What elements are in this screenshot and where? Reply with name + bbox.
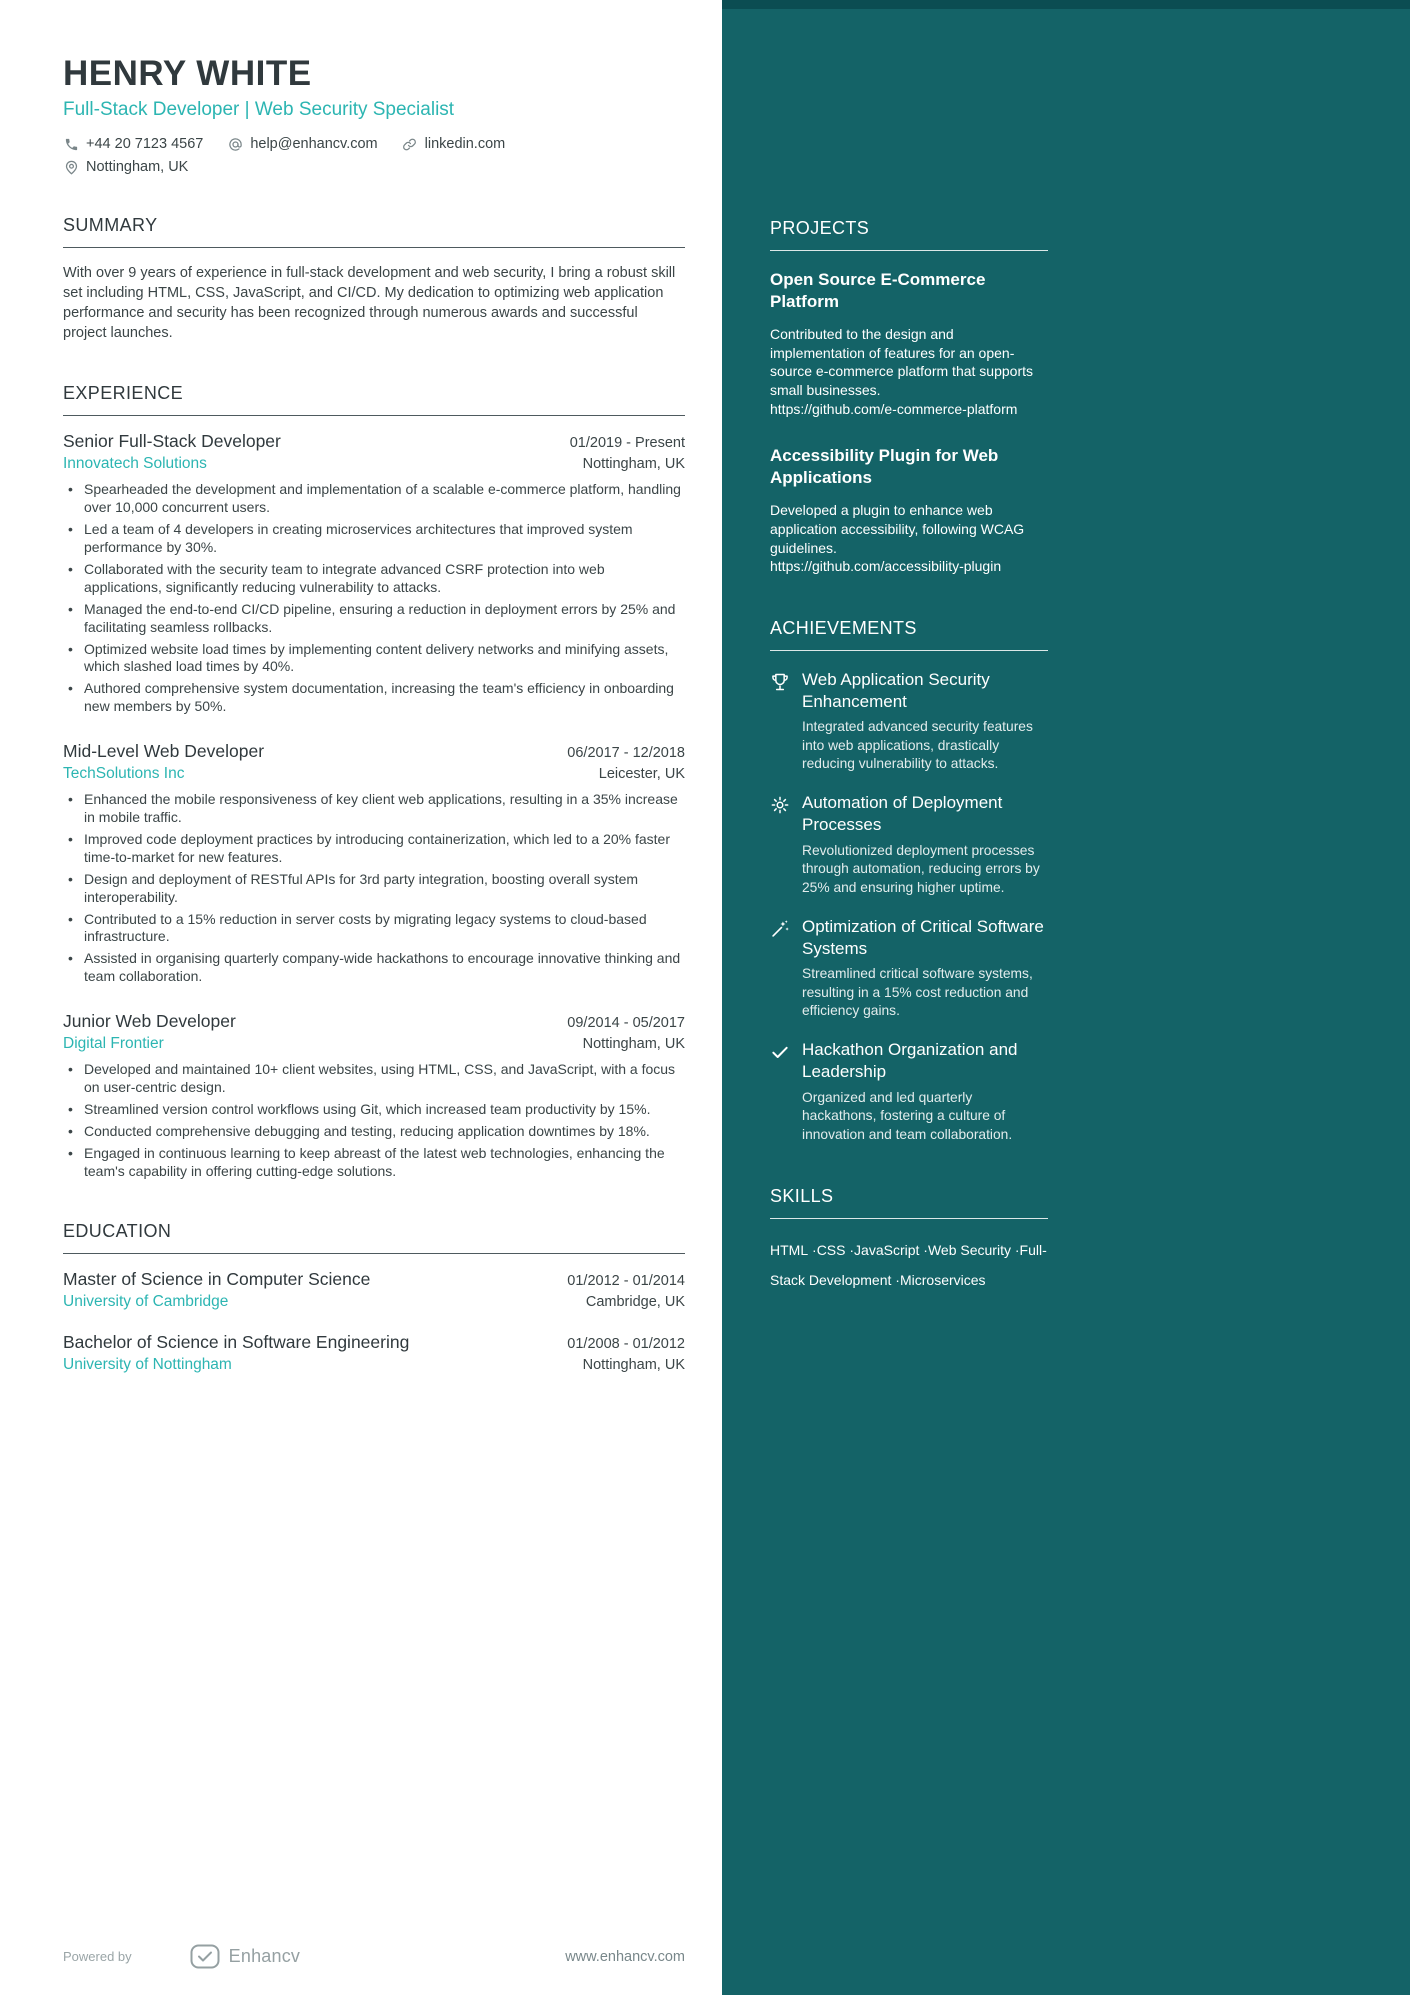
achievement-title: Automation of Deployment Processes [802, 793, 1003, 835]
job-dates: 01/2019 - Present [569, 435, 685, 452]
project-link[interactable]: https://github.com/e-commerce-platform [770, 400, 1018, 417]
education-head-row [63, 1332, 685, 1353]
job-bullet: • Enhanced the mobile responsiveness of key client web applications, resulting in a 35% increase in mobile traffic. [63, 791, 685, 827]
education-location: Cambridge, UK [585, 1293, 685, 1310]
skill-item: Full-Stack Development · [770, 1242, 1047, 1288]
education-entry [63, 1269, 685, 1311]
job-location: Nottingham, UK [582, 456, 685, 473]
job-bullet: • Assisted in organising quarterly company-wide hackathons to encourage innovative thinking and team collaboration. [63, 950, 685, 986]
experience-entry [63, 431, 685, 716]
achievement-title: Hackathon Organization and Leadership [802, 1040, 1018, 1082]
location-item [63, 159, 188, 175]
at-icon [227, 136, 243, 152]
enhancv-logo-icon [190, 1944, 220, 1969]
achievement-entry [770, 1039, 1048, 1144]
achievements-heading: ACHIEVEMENTS [770, 618, 1048, 651]
project-entry [770, 269, 1048, 418]
summary-section [63, 215, 685, 343]
achievement-body [802, 669, 1048, 774]
contact-item[interactable] [63, 136, 203, 152]
skill-item: HTML · [770, 1242, 817, 1258]
summary-text: With over 9 years of experience in full-stack development and web security, I bring a robust skill set including HTML, CSS, JavaScript, and CI/CD. My dedication to optimizing web application performance and security has been recognized through numerous awards and successful project launches. [63, 265, 676, 342]
contact-item[interactable] [402, 136, 506, 152]
skill-item: Microservices [899, 1272, 986, 1289]
projects-list [770, 269, 1048, 576]
education-list [63, 1269, 685, 1374]
experience-entry [63, 1011, 685, 1180]
footer-website[interactable]: www.enhancv.com [565, 1948, 685, 1965]
job-head-row [63, 1011, 685, 1032]
job-dates: 09/2014 - 05/2017 [567, 1015, 685, 1032]
powered-by-label: Powered by [63, 1949, 132, 1964]
sidebar-top-strip [722, 0, 1410, 9]
job-company: Digital Frontier [63, 1035, 164, 1053]
education-sub-row [63, 1356, 685, 1374]
achievement-description: Revolutionized deployment processes through automation, reducing errors by 25% and ensuring higher uptime. [802, 842, 1040, 895]
footer [63, 1944, 685, 1969]
project-entry [770, 445, 1048, 576]
enhancv-brand [190, 1944, 300, 1969]
candidate-name: HENRY WHITE [63, 54, 312, 93]
achievement-description: Streamlined critical software systems, resulting in a 15% cost reduction and efficiency gains. [802, 966, 1033, 1019]
contact-text: linkedin.com [424, 136, 506, 153]
job-bullet: • Collaborated with the security team to integrate advanced CSRF protection into web applications, significantly reducing vulnerability to attacks. [63, 561, 685, 597]
project-description: Developed a plugin to enhance web application accessibility, following WCAG guidelines. [770, 502, 1025, 556]
experience-list [63, 431, 685, 1180]
link-icon [402, 136, 418, 152]
job-bullet: • Streamlined version control workflows using Git, which increased team productivity by 15%. [63, 1101, 685, 1119]
projects-section [770, 218, 1048, 576]
summary-heading: SUMMARY [63, 215, 685, 248]
job-title: Mid-Level Web Developer [63, 741, 265, 762]
achievement-entry [770, 669, 1048, 774]
location-text: Nottingham, UK [86, 159, 189, 176]
contact-text: help@enhancv.com [250, 136, 378, 153]
education-head-row [63, 1269, 685, 1290]
job-bullet: • Led a team of 4 developers in creating microservices architectures that improved system performance by 30%. [63, 521, 685, 557]
sidebar [722, 0, 1410, 1995]
job-bullet: • Spearheaded the development and implementation of a scalable e-commerce platform, handling over 10,000 concurrent users. [63, 481, 685, 517]
education-section [63, 1221, 685, 1374]
degree-title: Bachelor of Science in Software Engineering [63, 1331, 410, 1352]
location-icon [63, 159, 79, 175]
achievements-section [770, 618, 1048, 1144]
contact-row [63, 136, 685, 152]
trophy-icon [770, 669, 802, 774]
achievement-title: Web Application Security Enhancement [802, 669, 990, 711]
project-title: Accessibility Plugin for Web Applications [770, 446, 999, 488]
experience-section [63, 383, 685, 1180]
job-bullet: • Developed and maintained 10+ client websites, using HTML, CSS, and JavaScript, with a focus on user-centric design. [63, 1061, 685, 1097]
job-company: Innovatech Solutions [63, 455, 207, 473]
job-bullets [63, 1061, 685, 1180]
location-row [63, 159, 685, 175]
experience-heading: EXPERIENCE [63, 383, 685, 416]
enhancv-brand-name: Enhancv [228, 1946, 301, 1966]
job-company: TechSolutions Inc [63, 765, 185, 783]
sidebar-content [722, 0, 1048, 1295]
job-sub-row [63, 455, 685, 473]
education-dates: 01/2012 - 01/2014 [567, 1272, 685, 1289]
job-head-row [63, 741, 685, 762]
education-location: Nottingham, UK [582, 1356, 685, 1373]
check-icon [770, 1039, 802, 1144]
achievement-description: Integrated advanced security features into web applications, drastically reducing vulnerability to attacks. [802, 719, 1033, 772]
skill-item: CSS · [817, 1242, 854, 1258]
experience-entry [63, 741, 685, 986]
job-bullet: • Design and deployment of RESTful APIs for 3rd party integration, boosting overall system interoperability. [63, 871, 685, 907]
job-bullet: • Contributed to a 15% reduction in server costs by migrating legacy systems to cloud-based infrastructure. [63, 911, 685, 947]
degree-title: Master of Science in Computer Science [63, 1268, 371, 1289]
job-bullet: • Optimized website load times by implementing content delivery networks and minifying assets, which slashed load times by 40%. [63, 641, 685, 677]
project-description: Contributed to the design and implementation of features for an open-source e-commerce platform that supports small businesses. [770, 326, 1033, 399]
project-link[interactable]: https://github.com/accessibility-plugin [770, 558, 1002, 575]
skill-item: JavaScript · [854, 1242, 928, 1258]
education-dates: 01/2008 - 01/2012 [567, 1335, 685, 1352]
job-head-row [63, 431, 685, 452]
project-title: Open Source E-Commerce Platform [770, 270, 986, 312]
skill-item: Web Security · [928, 1242, 1020, 1258]
skills-section [770, 1186, 1048, 1295]
job-bullet: • Improved code deployment practices by introducing containerization, which led to a 20% faster time-to-market for new features. [63, 831, 685, 867]
contact-item[interactable] [227, 136, 377, 152]
wand-icon [770, 916, 802, 1021]
contact-text: +44 20 7123 4567 [86, 136, 204, 153]
achievement-description: Organized and led quarterly hackathons, fostering a culture of innovation and team collaboration. [802, 1089, 1013, 1142]
achievement-entry [770, 792, 1048, 897]
job-bullet: • Managed the end-to-end CI/CD pipeline, ensuring a reduction in deployment errors by 25% and facilitating seamless rollbacks. [63, 601, 685, 637]
school-name: University of Nottingham [63, 1355, 232, 1373]
job-bullet: • Conducted comprehensive debugging and testing, reducing application downtimes by 18%. [63, 1123, 685, 1141]
achievements-list [770, 669, 1048, 1144]
projects-heading: PROJECTS [770, 218, 1048, 251]
education-sub-row [63, 1293, 685, 1311]
skills-heading: SKILLS [770, 1186, 1048, 1219]
phone-icon [63, 136, 79, 152]
education-entry [63, 1332, 685, 1374]
job-sub-row [63, 765, 685, 783]
gear-icon [770, 792, 802, 897]
achievement-entry [770, 916, 1048, 1021]
achievement-body [802, 916, 1048, 1021]
achievement-body [802, 1039, 1048, 1144]
job-location: Leicester, UK [598, 766, 685, 783]
education-heading: EDUCATION [63, 1221, 685, 1254]
skills-list [770, 1235, 1048, 1295]
achievement-title: Optimization of Critical Software Systems [802, 916, 1044, 958]
school-name: University of Cambridge [63, 1292, 229, 1310]
job-title: Junior Web Developer [63, 1011, 236, 1032]
job-bullet: • Authored comprehensive system documentation, increasing the team's efficiency in onboarding new members by 50%. [63, 680, 685, 716]
job-sub-row [63, 1035, 685, 1053]
achievement-body [802, 792, 1048, 897]
job-location: Nottingham, UK [582, 1036, 685, 1053]
job-bullet: • Engaged in continuous learning to keep abreast of the latest web technologies, enhancing the team's capability in offering cutting-edge solutions. [63, 1145, 685, 1181]
job-bullets [63, 481, 685, 716]
job-dates: 06/2017 - 12/2018 [567, 745, 685, 762]
header [63, 54, 685, 175]
job-bullets [63, 791, 685, 986]
job-title: Senior Full-Stack Developer [63, 431, 281, 452]
candidate-headline: Full-Stack Developer | Web Security Specialist [63, 99, 455, 121]
